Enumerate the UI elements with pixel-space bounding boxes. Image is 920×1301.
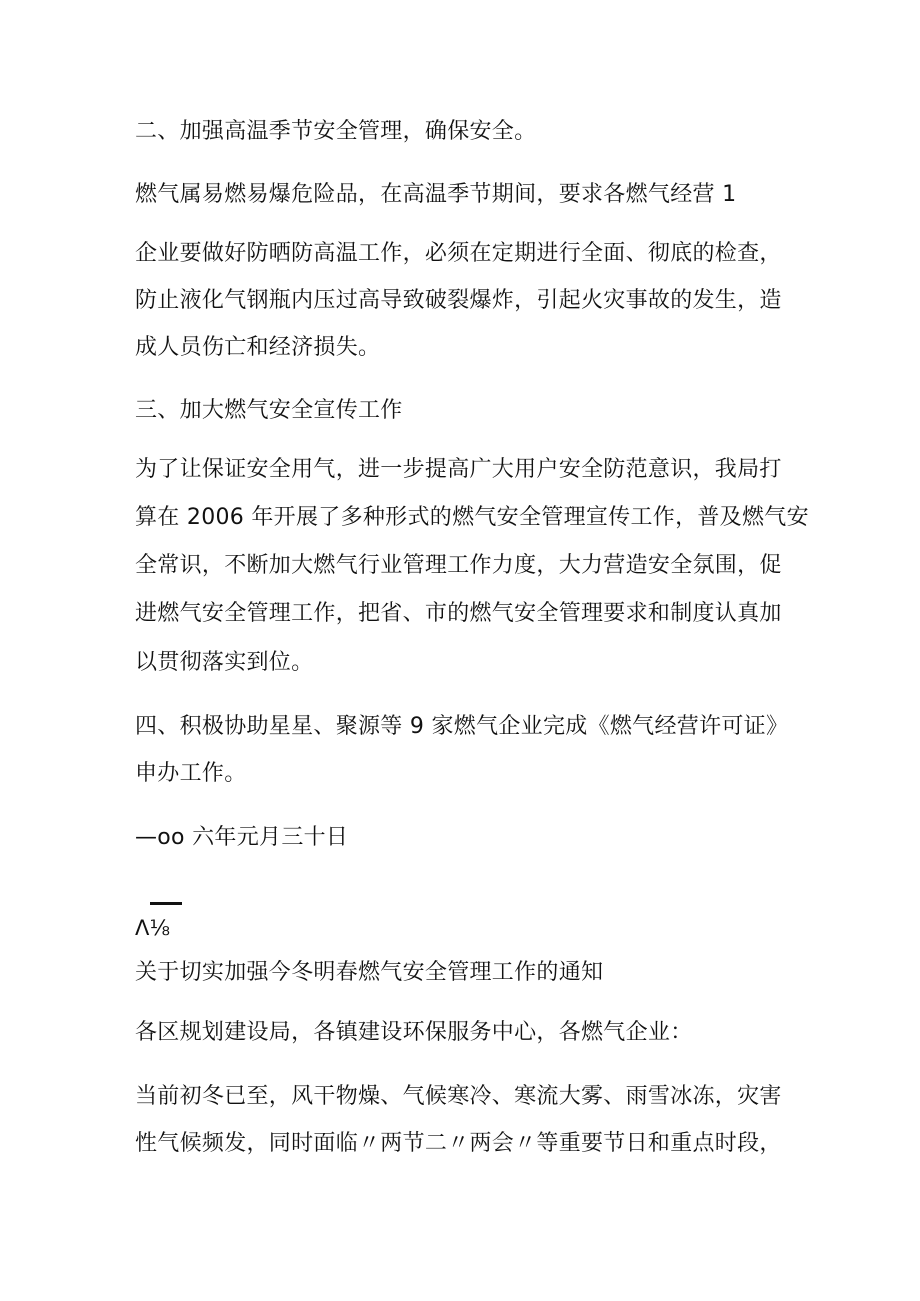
section-heading-4: 四、积极协助星星、聚源等 9 家燃气企业完成《燃气经营许可证》	[135, 714, 789, 739]
paragraph-line: 性气候频发，同时面临〃两节二〃两会〃等重要节日和重点时段，	[135, 1131, 782, 1156]
recipients-line: 各区规划建设局，各镇建设环保服务中心，各燃气企业：	[135, 1020, 693, 1045]
paragraph-line: 防止液化气钢瓶内压过高导致破裂爆炸，引起火灾事故的发生，造	[135, 288, 782, 313]
paragraph-line: 企业要做好防晒防高温工作，必须在定期进行全面、彻底的检查，	[135, 241, 782, 266]
mark-text: Λ⅛	[135, 916, 171, 940]
paragraph-line: 算在 2006 年开展了多种形式的燃气安全管理宣传工作，普及燃气安	[135, 505, 809, 530]
paragraph-line: 燃气属易燃易爆危险品，在高温季节期间，要求各燃气经营 1	[135, 182, 737, 207]
paragraph-line: 当前初冬已至，风干物燥、气候寒冷、寒流大雾、雨雪冰冻，灾害	[135, 1084, 782, 1109]
paragraph-line: 全常识，不断加大燃气行业管理工作力度，大力营造安全氛围，促	[135, 553, 782, 578]
dash-mark	[150, 902, 182, 905]
date-line: —oo 六年元月三十日	[135, 825, 349, 850]
section-heading-2: 二、加强高温季节安全管理，确保安全。	[135, 119, 537, 144]
paragraph-line: 进燃气安全管理工作，把省、市的燃气安全管理要求和制度认真加	[135, 601, 782, 626]
notice-title: 关于切实加强今冬明春燃气安全管理工作的通知	[135, 960, 604, 985]
paragraph-line: 成人员伤亡和经济损失。	[135, 335, 381, 360]
section-heading-3: 三、加大燃气安全宣传工作	[135, 398, 403, 423]
paragraph-line: 以贯彻落实到位。	[135, 650, 314, 675]
paragraph-line: 申办工作。	[135, 761, 247, 786]
paragraph-line: 为了让保证安全用气，进一步提高广大用户安全防范意识，我局打	[135, 457, 782, 482]
